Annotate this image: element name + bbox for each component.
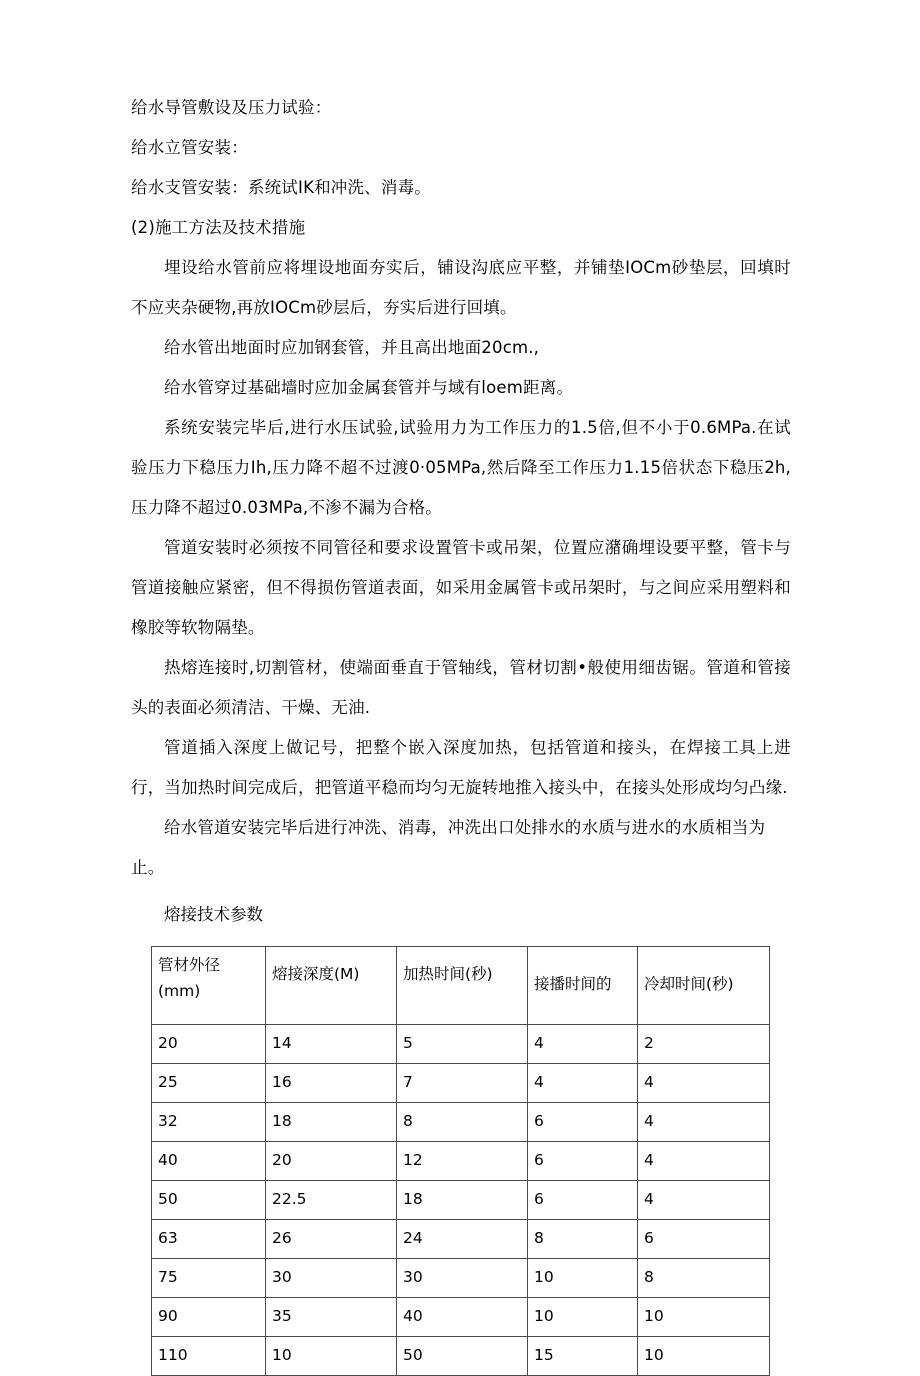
table-body bbox=[152, 1025, 770, 1376]
table-cell: 90 bbox=[152, 1298, 266, 1337]
table-row bbox=[152, 1259, 770, 1298]
table-cell: 14 bbox=[266, 1025, 397, 1064]
table-cell: 26 bbox=[266, 1220, 397, 1259]
table-header-row bbox=[152, 947, 770, 1025]
table-row bbox=[152, 1142, 770, 1181]
paragraph-foundation-wall-sleeve: 给水管穿过基础墙时应加金属套管并与域有loem距离。 bbox=[164, 378, 574, 397]
table-row bbox=[152, 1220, 770, 1259]
table-cell: 6 bbox=[638, 1220, 770, 1259]
table-cell: 4 bbox=[528, 1064, 638, 1103]
table-cell: 10 bbox=[528, 1259, 638, 1298]
table-row bbox=[152, 1181, 770, 1220]
table-cell: 10 bbox=[638, 1298, 770, 1337]
table-cell: 40 bbox=[152, 1142, 266, 1181]
heading-line-2: 给水立管安装： bbox=[131, 138, 248, 157]
table-cell: 50 bbox=[152, 1181, 266, 1220]
table-header-cell-outer-diameter bbox=[152, 947, 266, 1025]
table-header-cell-joining-time: 接播时间的 bbox=[528, 947, 638, 1025]
table-cell: 4 bbox=[638, 1103, 770, 1142]
heading-line-3: 给水支管安装：系统试IK和冲洗、消毒。 bbox=[131, 178, 431, 197]
paragraph-pressure-test: 系统安装完毕后,进行水压试验,试验用力为工作压力的1.5倍,但不小于0.6MPa.在试验压力下稳压力Ih,压力降不超不过渡0·05MPa,然后降至工作压力1.15倍状态下稳压2h,压力降不超过0.03MPa,不渗不漏为合格。 bbox=[131, 418, 791, 517]
table-row bbox=[152, 1064, 770, 1103]
fusion-parameters-table bbox=[151, 946, 770, 1376]
paragraph-pipe-clamps: 管道安装时必须按不同管径和要求设置管卡或吊架，位置应潴确埋设要平整，管卡与管道接触应紧密，但不得损伤管道表面，如采用金属管卡或吊架时，与之间应采用塑料和橡胶等软物隔垫。 bbox=[131, 538, 791, 637]
table-row bbox=[152, 1298, 770, 1337]
table-cell: 7 bbox=[397, 1064, 528, 1103]
table-cell: 20 bbox=[266, 1142, 397, 1181]
table-cell: 75 bbox=[152, 1259, 266, 1298]
table-cell: 30 bbox=[397, 1259, 528, 1298]
paragraph-buried-pipe-bedding: 埋设给水管前应将埋设地面夯实后，铺设沟底应平整，并铺垫IOCm砂垫层，回填时不应夹杂硬物,再放IOCm砂层后，夯实后进行回填。 bbox=[131, 258, 791, 317]
table-cell: 8 bbox=[528, 1220, 638, 1259]
table-header-cell-fusion-depth: 熔接深度(M) bbox=[266, 947, 397, 1025]
paragraph-flush-disinfect: 给水管道安装完毕后进行冲洗、消毒，冲洗出口处排水的水质与进水的水质相当为止。 bbox=[131, 818, 766, 877]
heading-line-1: 给水导管敷设及压力试验： bbox=[131, 98, 332, 117]
table-cell: 24 bbox=[397, 1220, 528, 1259]
header-outer-diameter-line1: 管材外径 bbox=[158, 956, 221, 974]
table-cell: 4 bbox=[638, 1064, 770, 1103]
table-caption: 熔接技术参数 bbox=[164, 905, 263, 924]
table-cell: 22.5 bbox=[266, 1181, 397, 1220]
table-row bbox=[152, 1025, 770, 1064]
table-cell: 110 bbox=[152, 1337, 266, 1376]
table-cell: 50 bbox=[397, 1337, 528, 1376]
table-cell: 32 bbox=[152, 1103, 266, 1142]
table-cell: 10 bbox=[528, 1298, 638, 1337]
document-body bbox=[131, 88, 791, 1376]
table-cell: 4 bbox=[528, 1025, 638, 1064]
table-cell: 10 bbox=[266, 1337, 397, 1376]
table-cell: 30 bbox=[266, 1259, 397, 1298]
table-cell: 15 bbox=[528, 1337, 638, 1376]
header-outer-diameter-line2: (mm) bbox=[158, 982, 201, 1000]
table-cell: 4 bbox=[638, 1142, 770, 1181]
table-cell: 25 bbox=[152, 1064, 266, 1103]
table-cell: 63 bbox=[152, 1220, 266, 1259]
table-cell: 35 bbox=[266, 1298, 397, 1337]
paragraph-steel-sleeve: 给水管出地面时应加钢套管，并且高出地面20cm., bbox=[164, 338, 540, 357]
table-row bbox=[152, 1103, 770, 1142]
table-cell: 18 bbox=[397, 1181, 528, 1220]
table-cell: 8 bbox=[397, 1103, 528, 1142]
table-cell: 8 bbox=[638, 1259, 770, 1298]
table-cell: 5 bbox=[397, 1025, 528, 1064]
table-cell: 16 bbox=[266, 1064, 397, 1103]
paragraph-insertion-depth: 管道插入深度上做记号，把整个嵌入深度加热，包括管道和接头，在焊接工具上进行，当加热时间完成后，把管道平稳而均匀无旋转地推入接头中，在接头处形成均匀凸缘. bbox=[131, 738, 791, 797]
table-row bbox=[152, 1337, 770, 1376]
table-header-cell-heating-time: 加热时间(秒) bbox=[397, 947, 528, 1025]
paragraph-hot-melt-connection: 热熔连接时,切割管材，使端面垂直于管轴线，管材切割•般使用细齿锯。管道和管接头的表面必须清洁、干燥、无油. bbox=[131, 658, 791, 717]
heading-line-4: (2)施工方法及技术措施 bbox=[131, 218, 306, 237]
table-header bbox=[152, 947, 770, 1025]
table-cell: 18 bbox=[266, 1103, 397, 1142]
table-cell: 6 bbox=[528, 1103, 638, 1142]
table-cell: 10 bbox=[638, 1337, 770, 1376]
table-cell: 20 bbox=[152, 1025, 266, 1064]
table-cell: 4 bbox=[638, 1181, 770, 1220]
table-cell: 12 bbox=[397, 1142, 528, 1181]
table-cell: 2 bbox=[638, 1025, 770, 1064]
table-cell: 6 bbox=[528, 1142, 638, 1181]
table-header-cell-cooling-time: 冷却时间(秒) bbox=[638, 947, 770, 1025]
table-cell: 6 bbox=[528, 1181, 638, 1220]
table-cell: 40 bbox=[397, 1298, 528, 1337]
